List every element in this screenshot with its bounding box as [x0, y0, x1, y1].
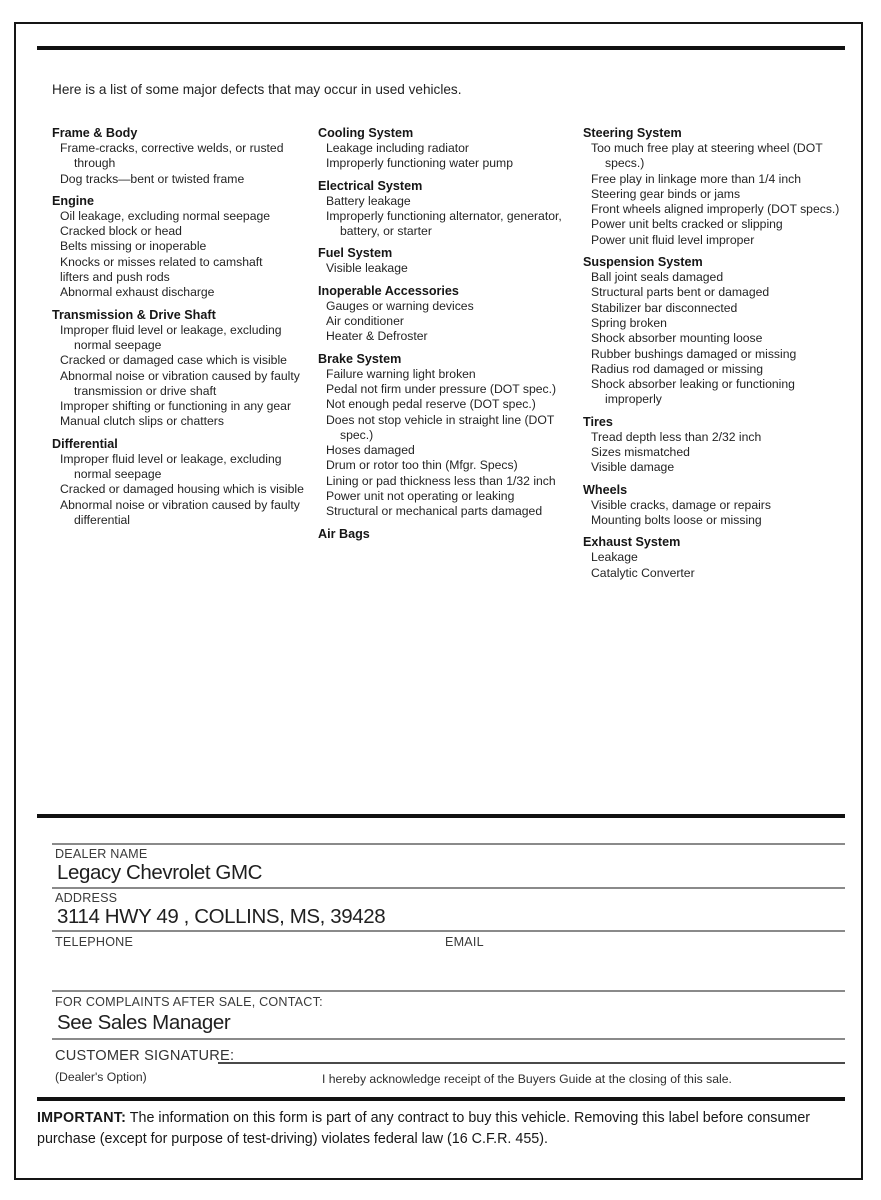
defect-item: Visible leakage — [326, 261, 408, 276]
complaints-bottom-rule — [52, 1038, 845, 1040]
intro-text: Here is a list of some major defects that may occur in used vehicles. — [52, 82, 462, 97]
defect-section-title: Steering System — [583, 126, 682, 140]
defect-section-title: Electrical System — [318, 178, 423, 193]
defect-item: Cracked or damaged housing which is visible — [60, 482, 304, 497]
defect-item: Not enough pedal reserve (DOT spec.) — [326, 397, 536, 412]
defect-item: Air conditioner — [326, 314, 404, 329]
defect-item: Power unit fluid level improper — [591, 232, 755, 247]
defect-section-title: Tires — [583, 414, 613, 429]
dealer-name-value: Legacy Chevrolet GMC — [57, 861, 263, 884]
complaints-label: FOR COMPLAINTS AFTER SALE, CONTACT: — [55, 995, 323, 1009]
defect-item: Structural parts bent or damaged — [591, 285, 770, 300]
defect-item: Cracked or damaged case which is visible — [60, 353, 287, 368]
dealer-name-rule — [52, 843, 845, 845]
address-value: 3114 HWY 49 , COLLINS, MS, 39428 — [57, 905, 386, 928]
defect-item: Heater & Defroster — [326, 329, 428, 344]
acknowledgment-text: I hereby acknowledge receipt of the Buyers Guide at the closing of this sale. — [322, 1072, 732, 1086]
defect-item: Catalytic Converter — [591, 565, 695, 580]
dealer-option-note: (Dealer's Option) — [55, 1070, 147, 1084]
defect-section-title: Frame & Body — [52, 126, 138, 140]
defect-section-title: Exhaust System — [583, 535, 681, 550]
defect-item: Stabilizer bar disconnected — [591, 300, 738, 315]
defect-section-title: Transmission & Drive Shaft — [52, 307, 216, 322]
defect-section-title: Wheels — [583, 482, 628, 497]
defect-item: Lining or pad thickness less than 1/32 inch — [326, 473, 556, 488]
defect-item: Pedal not firm under pressure (DOT spec.) — [326, 381, 557, 396]
defect-item: Improperly functioning water pump — [326, 156, 513, 171]
defect-item: Abnormal noise or vibration caused by faulty differential — [60, 497, 300, 527]
defect-item: Power unit not operating or leaking — [326, 489, 515, 504]
defect-section-title: Fuel System — [318, 246, 393, 261]
important-label: IMPORTANT: — [37, 1110, 127, 1126]
defect-item: Radius rod damaged or missing — [591, 361, 764, 376]
customer-signature-line — [218, 1062, 845, 1064]
defect-item: Abnormal noise or vibration caused by faulty transmission or drive shaft — [60, 368, 300, 398]
defect-section-title: Suspension System — [583, 255, 703, 270]
dealer-section-divider — [37, 814, 845, 818]
defect-item: Tread depth less than 2/32 inch — [591, 429, 762, 444]
address-rule — [52, 887, 845, 889]
defect-item: Knocks or misses related to camshaft — [60, 254, 263, 269]
defect-item: Rubber bushings damaged or missing — [591, 346, 797, 361]
defect-section-title: Inoperable Accessories — [318, 283, 459, 298]
defect-item: Shock absorber leaking or functioning improperly — [591, 377, 795, 407]
defect-item: Spring broken — [591, 315, 667, 330]
complaints-rule — [52, 990, 845, 992]
defect-item: Sizes mismatched — [591, 445, 690, 460]
defect-column-middle — [318, 126, 580, 542]
defect-item: Battery leakage — [326, 193, 411, 208]
defect-item: Belts missing or inoperable — [60, 239, 207, 254]
defect-item: Gauges or warning devices — [326, 298, 474, 313]
important-notice — [37, 1108, 843, 1149]
defect-item: Failure warning light broken — [326, 366, 476, 381]
defect-item: Hoses damaged — [326, 443, 415, 458]
defect-item: Visible damage — [591, 460, 675, 475]
defect-item: Ball joint seals damaged — [591, 270, 724, 285]
defect-section-title: Air Bags — [318, 526, 370, 541]
telephone-rule — [52, 930, 845, 932]
defect-item: Free play in linkage more than 1/4 inch — [591, 171, 802, 186]
defect-item: Improperly functioning alternator, generator, battery, or starter — [326, 208, 562, 239]
footer-divider — [37, 1097, 845, 1101]
defect-item: Power unit belts cracked or slipping — [591, 217, 783, 232]
customer-signature-label: CUSTOMER SIGNATURE: — [55, 1048, 235, 1064]
complaints-value: See Sales Manager — [57, 1011, 231, 1034]
defect-section-title: Cooling System — [318, 126, 414, 140]
defect-item: Shock absorber mounting loose — [591, 331, 763, 346]
defect-item: Mounting bolts loose or missing — [591, 512, 762, 527]
defect-item: Improper shifting or functioning in any gear — [60, 399, 292, 414]
defect-column-right — [583, 126, 845, 581]
defect-section-title: Differential — [52, 436, 118, 451]
defect-item: Frame-cracks, corrective welds, or rusted through — [60, 141, 284, 171]
defect-section-title: Engine — [52, 193, 94, 208]
address-label: ADDRESS — [55, 891, 118, 905]
defect-item: Oil leakage, excluding normal seepage — [60, 208, 271, 223]
defect-item: Improper fluid level or leakage, excluding normal seepage — [60, 322, 282, 352]
defect-item: Cracked block or head — [60, 224, 182, 239]
defect-item: Too much free play at steering wheel (DOT specs.) — [591, 141, 823, 171]
defect-item: Drum or rotor too thin (Mfgr. Specs) — [326, 458, 518, 473]
defect-item: Leakage including radiator — [326, 141, 469, 155]
defect-item: Structural or mechanical parts damaged — [326, 504, 543, 519]
defect-item: Dog tracks—bent or twisted frame — [60, 171, 245, 186]
defect-item: Improper fluid level or leakage, excluding normal seepage — [60, 451, 282, 482]
important-text: The information on this form is part of any contract to buy this vehicle. Removing this label before consumer purchase (except for purpose of test-driving) violates federal law (16 C.F.R. 455). — [37, 1110, 811, 1147]
email-label: EMAIL — [445, 935, 484, 949]
defect-section-title: Brake System — [318, 351, 402, 366]
defect-column-left — [52, 126, 312, 528]
top-divider — [37, 46, 845, 50]
defect-item: Abnormal exhaust discharge — [60, 285, 215, 300]
defect-item: Does not stop vehicle in straight line (DOT spec.) — [326, 412, 555, 442]
defect-item: Visible cracks, damage or repairs — [591, 497, 771, 512]
defect-item: Front wheels aligned improperly (DOT specs.) — [591, 202, 840, 217]
defect-item: Leakage — [591, 550, 638, 565]
defect-item: Steering gear binds or jams — [591, 186, 741, 201]
telephone-label: TELEPHONE — [55, 935, 134, 949]
defect-item: lifters and push rods — [60, 270, 170, 285]
defect-item: Manual clutch slips or chatters — [60, 414, 224, 429]
dealer-name-label: DEALER NAME — [55, 847, 148, 861]
